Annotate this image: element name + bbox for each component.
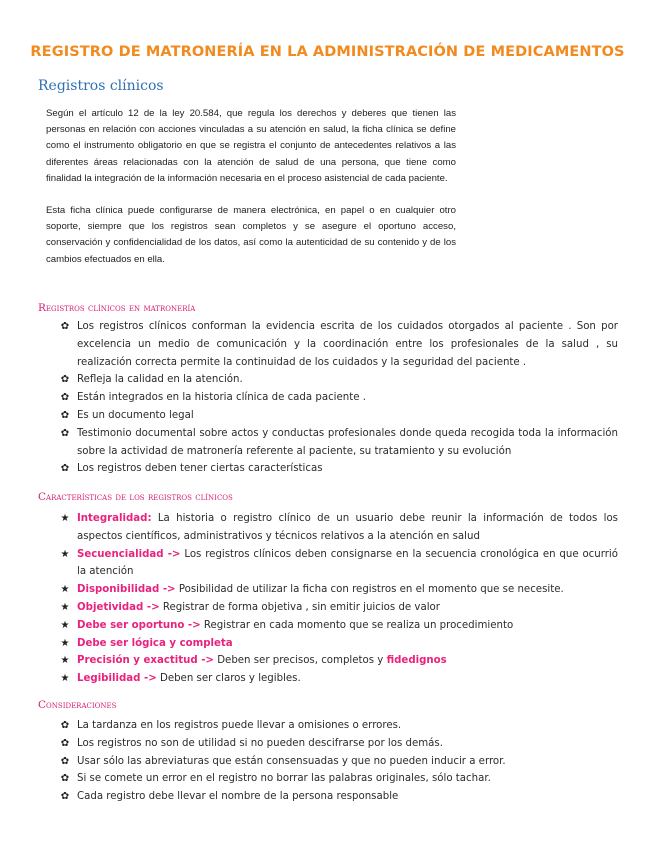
list-item: ★ Integralidad: La historia o registro clínico de un usuario debe reunir la información de todos los aspectos científicos, administrativos y técnicos relativos a la atención en salud (58, 510, 618, 546)
star-icon: ★ (60, 637, 70, 649)
list-item: ✿ Si se comete un error en el registro no borrar las palabras originales, sólo tachar. (58, 770, 618, 788)
list-item: ✿ Testimonio documental sobre actos y conductas profesionales donde queda recogida toda la información sobre la actividad de matronería referente al paciente, su tratamiento y su evolución (58, 425, 618, 461)
list-item: ✿ Los registros no son de utilidad si no pueden descifrarse por los demás. (58, 735, 618, 753)
flower-icon: ✿ (60, 321, 70, 332)
list-item: ★ Objetividad -> Registrar de forma objetiva , sin emitir juicios de valor (58, 599, 618, 617)
flower-icon: ✿ (60, 427, 70, 439)
star-icon: ★ (60, 619, 70, 631)
quote-paragraph: Esta ficha clínica puede configurarse de manera electrónica, en papel o en cualquier otro soporte, siempre que los registros sean completos y se asegure el oportuno acceso, conservación y confidencialidad de los datos, así como la autenticidad de su contenido y de los cambios efectuados en ella. (46, 205, 456, 265)
list-item: ★ Disponibilidad -> Posibilidad de utilizar la ficha con registros en el momento que se necesite. (58, 581, 618, 599)
section-heading-caracteristicas: Características de los registros clínicos (38, 491, 233, 503)
star-icon: ★ (60, 601, 70, 613)
flower-icon: ✿ (60, 791, 70, 803)
flower-icon: ✿ (60, 463, 70, 475)
flower-icon: ✿ (60, 720, 70, 731)
star-icon: ★ (60, 584, 70, 596)
flower-icon: ✿ (60, 737, 70, 749)
flower-icon: ✿ (60, 409, 70, 421)
list-item: ✿ Refleja la calidad en la atención. (58, 371, 618, 389)
list-item: ✿ Es un documento legal (58, 407, 618, 425)
list-item: ★ Legibilidad -> Deben ser claros y legibles. (58, 670, 618, 688)
section-heading-matroneria: Registros clínicos en matronería (38, 302, 196, 314)
list-item: ✿ Los registros deben tener ciertas características (58, 460, 618, 478)
section-heading-registros-clinicos: Registros clínicos (38, 78, 164, 94)
flower-icon: ✿ (60, 755, 70, 767)
page-title: REGISTRO DE MATRONERÍA EN LA ADMINISTRACIÓN DE MEDICAMENTOS (30, 44, 625, 60)
flower-icon: ✿ (60, 392, 70, 404)
section-heading-consideraciones: Consideraciones (38, 699, 117, 711)
list-item: ✿ Están integrados en la historia clínica de cada paciente . (58, 389, 618, 407)
flower-icon: ✿ (60, 773, 70, 785)
flower-icon: ✿ (60, 374, 70, 386)
matroneria-list (58, 318, 618, 478)
caracteristicas-list (58, 510, 618, 688)
star-icon: ★ (60, 513, 70, 524)
list-item: ★ Precisión y exactitud -> Deben ser precisos, completos y fidedignos (58, 652, 618, 670)
list-item: ✿ Cada registro debe llevar el nombre de la persona responsable (58, 788, 618, 806)
star-icon: ★ (60, 655, 70, 667)
list-item: ✿ Los registros clínicos conforman la evidencia escrita de los cuidados otorgados al paciente . Son por excelencia un medio de comunicación y la coordinación entre los profesionales de la salud , su realización correcta permite la continuidad de los cuidados y la seguridad del paciente . (58, 318, 618, 371)
star-icon: ★ (60, 673, 70, 685)
list-item: ★ Secuencialidad -> Los registros clínicos deben consignarse en la secuencia cronológica en que ocurrió la atención (58, 546, 618, 582)
quoted-excerpt (46, 106, 456, 284)
star-icon: ★ (60, 548, 70, 560)
quote-paragraph: Según el artículo 12 de la ley 20.584, que regula los derechos y deberes que tienen las personas en relación con acciones vinculadas a su atención en salud, la ficha clínica se define como el instrumento obligatorio en que se registra el conjunto de antecedentes relativos a las diferentes áreas relacionadas con la atención de salud de una persona, que tiene como finalidad la integración de la información necesaria en el proceso asistencial de cada paciente. (46, 108, 456, 184)
list-item: ★ Debe ser lógica y completa (58, 635, 618, 653)
list-item: ★ Debe ser oportuno -> Registrar en cada momento que se realiza un procedimiento (58, 617, 618, 635)
list-item: ✿ Usar sólo las abreviaturas que están consensuadas y que no pueden inducir a error. (58, 753, 618, 771)
list-item: ✿ La tardanza en los registros puede llevar a omisiones o errores. (58, 717, 618, 735)
consideraciones-list (58, 717, 618, 806)
